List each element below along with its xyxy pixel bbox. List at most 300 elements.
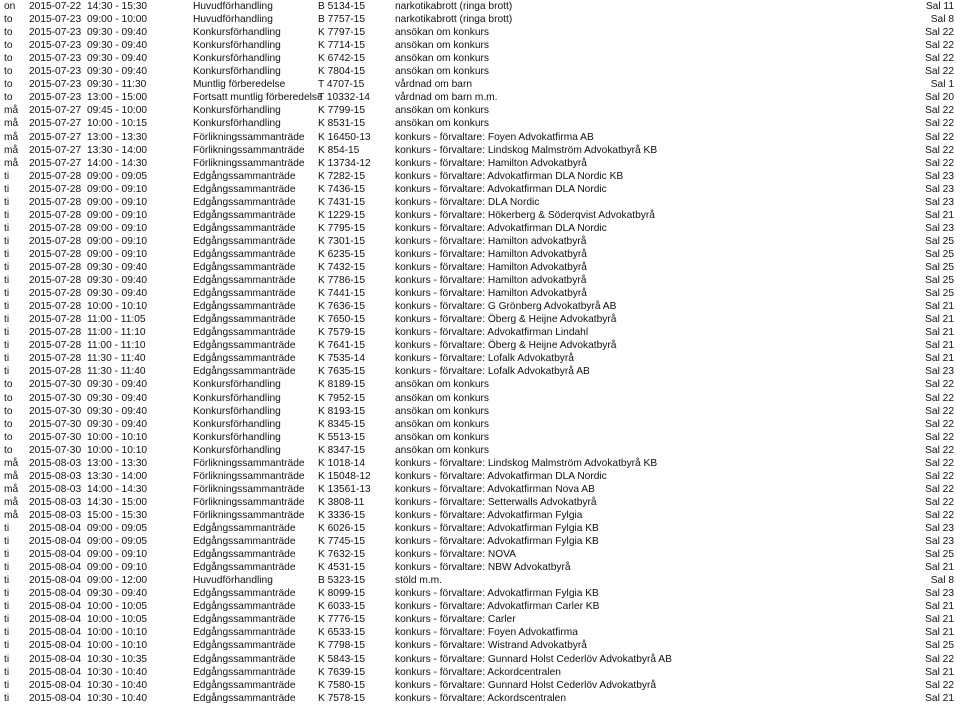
weekday-cell: to: [4, 53, 13, 65]
schedule-row: [0, 91, 960, 104]
case-description-cell: ansökan om konkurs: [395, 405, 490, 417]
date-cell: 2015-07-27: [29, 118, 82, 130]
time-cell: 09:30 - 09:40: [87, 288, 148, 300]
courtroom-cell: Sal 25: [925, 640, 954, 652]
date-cell: 2015-08-04: [29, 562, 82, 574]
hearing-type-cell: Edgångssammanträde: [193, 327, 296, 339]
courtroom-cell: Sal 8: [930, 575, 954, 587]
time-cell: 09:30 - 09:40: [87, 262, 148, 273]
hearing-type-cell: Edgångssammanträde: [193, 653, 296, 665]
schedule-row: [0, 470, 960, 483]
case-number-cell: K 3808-11: [318, 496, 365, 508]
case-description-cell: konkurs - förvaltare: Lindskog Malmström Advokatbyrå KB: [395, 457, 658, 469]
schedule-row: [0, 300, 960, 313]
date-cell: 2015-08-03: [29, 470, 82, 482]
weekday-cell: to: [4, 79, 13, 91]
hearing-type-cell: Edgångssammanträde: [193, 301, 296, 313]
case-number-cell: K 7786-15: [318, 275, 366, 287]
weekday-cell: må: [4, 131, 19, 143]
schedule-row: [0, 352, 960, 365]
time-cell: 09:00 - 10:00: [87, 14, 148, 26]
weekday-cell: ti: [4, 222, 10, 234]
date-cell: 2015-07-30: [29, 418, 82, 430]
hearing-type-cell: Edgångssammanträde: [193, 614, 296, 626]
time-cell: 14:00 - 14:30: [87, 483, 148, 495]
weekday-cell: on: [4, 1, 16, 12]
case-number-cell: K 7535-14: [318, 353, 366, 365]
time-cell: 09:30 - 09:40: [87, 405, 148, 417]
time-cell: 09:30 - 09:40: [87, 53, 148, 65]
hearing-type-cell: Konkursförhandling: [193, 379, 281, 391]
date-cell: 2015-07-23: [29, 53, 82, 65]
case-description-cell: konkurs - förvaltare: Ackordcentralen: [395, 666, 561, 678]
courtroom-cell: Sal 22: [925, 679, 954, 691]
case-number-cell: K 7436-15: [318, 183, 366, 195]
case-number-cell: K 3336-15: [318, 509, 366, 521]
case-description-cell: narkotikabrott (ringa brott): [395, 1, 513, 12]
case-description-cell: konkurs - förvaltare: Setterwalls Advokatbyrå: [395, 496, 597, 508]
case-description-cell: konkurs - förvaltare: Advokatfirman Nova AB: [395, 483, 595, 495]
schedule-row: [0, 196, 960, 209]
courtroom-cell: Sal 21: [925, 301, 954, 313]
schedule-row: [0, 405, 960, 418]
hearing-type-cell: Edgångssammanträde: [193, 562, 296, 574]
schedule-row: [0, 261, 960, 274]
hearing-type-cell: Edgångssammanträde: [193, 640, 296, 652]
hearing-type-cell: Förlikningssammanträde: [193, 509, 305, 521]
weekday-cell: ti: [4, 601, 10, 613]
case-description-cell: konkurs - förvaltare: Advokatfirman Fylgia KB: [395, 588, 599, 600]
case-number-cell: K 7650-15: [318, 314, 366, 326]
weekday-cell: må: [4, 470, 19, 482]
case-description-cell: konkurs - förvaltare: Lofalk Advokatbyrå: [395, 353, 574, 365]
weekday-cell: ti: [4, 288, 10, 300]
case-description-cell: ansökan om konkurs: [395, 66, 490, 78]
case-number-cell: K 7776-15: [318, 614, 366, 626]
hearing-type-cell: Edgångssammanträde: [193, 183, 296, 195]
hearing-type-cell: Edgångssammanträde: [193, 222, 296, 234]
courtroom-cell: Sal 21: [925, 353, 954, 365]
hearing-type-cell: Edgångssammanträde: [193, 523, 296, 534]
weekday-cell: ti: [4, 536, 10, 548]
time-cell: 13:00 - 13:30: [87, 131, 148, 143]
case-description-cell: ansökan om konkurs: [395, 379, 490, 391]
courtroom-cell: Sal 25: [925, 248, 954, 260]
time-cell: 10:00 - 10:10: [87, 640, 148, 652]
case-number-cell: B 5323-15: [318, 575, 366, 587]
date-cell: 2015-08-04: [29, 523, 82, 534]
date-cell: 2015-07-27: [29, 144, 82, 156]
hearing-type-cell: Förlikningssammanträde: [193, 483, 305, 495]
hearing-type-cell: Konkursförhandling: [193, 53, 281, 65]
time-cell: 14:00 - 14:30: [87, 157, 148, 169]
time-cell: 09:00 - 09:10: [87, 562, 148, 574]
hearing-type-cell: Edgångssammanträde: [193, 666, 296, 678]
case-number-cell: K 8099-15: [318, 588, 366, 600]
date-cell: 2015-07-30: [29, 392, 82, 404]
case-number-cell: K 7578-15: [318, 692, 366, 704]
weekday-cell: ti: [4, 301, 10, 313]
weekday-cell: ti: [4, 183, 10, 195]
case-description-cell: konkurs - förvaltare: Advokatfirman Carler KB: [395, 601, 600, 613]
schedule-row: [0, 574, 960, 587]
date-cell: 2015-07-30: [29, 444, 82, 456]
schedule-row: [0, 39, 960, 52]
weekday-cell: ti: [4, 575, 10, 587]
schedule-row: [0, 600, 960, 613]
courtroom-cell: Sal 22: [925, 379, 954, 391]
date-cell: 2015-07-23: [29, 40, 82, 52]
hearing-type-cell: Konkursförhandling: [193, 392, 281, 404]
date-cell: 2015-08-04: [29, 679, 82, 691]
courtroom-cell: Sal 22: [925, 457, 954, 469]
case-number-cell: K 854-15: [318, 144, 360, 156]
case-description-cell: konkurs - förvaltare: Hamilton advokatbyrå: [395, 235, 587, 247]
courtroom-cell: Sal 21: [925, 692, 954, 704]
case-number-cell: K 6533-15: [318, 627, 366, 639]
time-cell: 13:30 - 14:00: [87, 144, 148, 156]
date-cell: 2015-07-23: [29, 14, 82, 26]
hearing-type-cell: Förlikningssammanträde: [193, 496, 305, 508]
hearing-type-cell: Konkursförhandling: [193, 40, 281, 52]
hearing-type-cell: Edgångssammanträde: [193, 340, 296, 352]
case-number-cell: K 7636-15: [318, 301, 366, 313]
time-cell: 14:30 - 15:00: [87, 496, 148, 508]
case-number-cell: K 7639-15: [318, 666, 366, 678]
schedule-row: [0, 13, 960, 26]
time-cell: 09:00 - 09:10: [87, 235, 148, 247]
case-description-cell: ansökan om konkurs: [395, 431, 490, 443]
case-description-cell: konkurs - förvaltare: NOVA: [395, 549, 516, 561]
case-description-cell: narkotikabrott (ringa brott): [395, 14, 513, 26]
schedule-row: [0, 117, 960, 130]
time-cell: 10:00 - 10:10: [87, 627, 148, 639]
case-number-cell: K 16450-13: [318, 131, 371, 143]
case-description-cell: konkurs - förvaltare: Advokatfirman DLA Nordic: [395, 470, 607, 482]
case-number-cell: K 15048-12: [318, 470, 371, 482]
courtroom-cell: Sal 21: [925, 327, 954, 339]
courtroom-cell: Sal 23: [925, 222, 954, 234]
weekday-cell: to: [4, 27, 13, 39]
case-description-cell: konkurs - förvaltare: Advokatfirman Fylgia KB: [395, 523, 599, 534]
courtroom-cell: Sal 21: [925, 340, 954, 352]
date-cell: 2015-07-28: [29, 353, 82, 365]
case-number-cell: K 7282-15: [318, 170, 366, 182]
schedule-row: [0, 26, 960, 39]
date-cell: 2015-07-27: [29, 157, 82, 169]
case-number-cell: K 1229-15: [318, 209, 366, 221]
weekday-cell: må: [4, 118, 19, 130]
weekday-cell: ti: [4, 640, 10, 652]
case-description-cell: konkurs - förvaltare: Advokatfirman Lindahl: [395, 327, 589, 339]
case-number-cell: B 7757-15: [318, 14, 366, 26]
hearing-type-cell: Edgångssammanträde: [193, 627, 296, 639]
courtroom-cell: Sal 23: [925, 196, 954, 208]
time-cell: 09:30 - 09:40: [87, 392, 148, 404]
case-number-cell: K 8345-15: [318, 418, 366, 430]
time-cell: 11:30 - 11:40: [87, 353, 146, 365]
schedule-row: [0, 0, 960, 13]
courtroom-cell: Sal 11: [925, 1, 954, 12]
hearing-type-cell: Edgångssammanträde: [193, 170, 296, 182]
time-cell: 09:00 - 09:05: [87, 523, 148, 534]
hearing-type-cell: Fortsatt muntlig förberedelse: [193, 92, 323, 104]
schedule-row: [0, 378, 960, 391]
hearing-type-cell: Förlikningssammanträde: [193, 131, 305, 143]
courtroom-cell: Sal 22: [925, 483, 954, 495]
case-description-cell: konkurs - förvaltare: DLA Nordic: [395, 196, 540, 208]
hearing-type-cell: Edgångssammanträde: [193, 209, 296, 221]
time-cell: 09:00 - 09:10: [87, 248, 148, 260]
time-cell: 10:30 - 10:40: [87, 692, 148, 704]
schedule-row: [0, 692, 960, 705]
hearing-type-cell: Huvudförhandling: [193, 1, 273, 12]
case-description-cell: ansökan om konkurs: [395, 118, 490, 130]
weekday-cell: ti: [4, 196, 10, 208]
date-cell: 2015-08-04: [29, 601, 82, 613]
courtroom-cell: Sal 22: [925, 105, 954, 117]
case-description-cell: konkurs - förvaltare: Advokatfirman DLA Nordic: [395, 183, 607, 195]
schedule-row: [0, 431, 960, 444]
date-cell: 2015-07-28: [29, 222, 82, 234]
case-description-cell: konkurs - förvaltare: Hamilton Advokatbyrå: [395, 262, 587, 273]
time-cell: 09:00 - 09:10: [87, 196, 148, 208]
weekday-cell: ti: [4, 209, 10, 221]
case-number-cell: K 7301-15: [318, 235, 366, 247]
hearing-type-cell: Konkursförhandling: [193, 418, 281, 430]
time-cell: 09:30 - 09:40: [87, 379, 148, 391]
hearing-type-cell: Huvudförhandling: [193, 575, 273, 587]
hearing-type-cell: Edgångssammanträde: [193, 262, 296, 273]
time-cell: 09:00 - 09:10: [87, 209, 148, 221]
case-number-cell: T 4707-15: [318, 79, 365, 91]
schedule-row: [0, 222, 960, 235]
courtroom-cell: Sal 8: [930, 14, 954, 26]
case-description-cell: ansökan om konkurs: [395, 40, 490, 52]
date-cell: 2015-08-03: [29, 483, 82, 495]
time-cell: 09:00 - 09:10: [87, 549, 148, 561]
schedule-row: [0, 548, 960, 561]
hearing-type-cell: Muntlig förberedelse: [193, 79, 286, 91]
case-description-cell: konkurs - förvaltare: Hamilton Advokatbyrå: [395, 157, 587, 169]
schedule-row: [0, 78, 960, 91]
weekday-cell: ti: [4, 692, 10, 704]
schedule-row: [0, 457, 960, 470]
schedule-row: [0, 365, 960, 378]
courtroom-cell: Sal 21: [925, 666, 954, 678]
hearing-type-cell: Konkursförhandling: [193, 66, 281, 78]
case-description-cell: stöld m.m.: [395, 575, 442, 587]
weekday-cell: må: [4, 157, 19, 169]
courtroom-cell: Sal 21: [925, 601, 954, 613]
date-cell: 2015-08-04: [29, 653, 82, 665]
courtroom-cell: Sal 23: [925, 536, 954, 548]
time-cell: 09:30 - 09:40: [87, 418, 148, 430]
time-cell: 09:30 - 09:40: [87, 66, 148, 78]
case-description-cell: konkurs - förvaltare: Lindskog Malmström Advokatbyrå KB: [395, 144, 658, 156]
courtroom-cell: Sal 23: [925, 366, 954, 378]
schedule-row: [0, 587, 960, 600]
schedule-row: [0, 339, 960, 352]
case-number-cell: K 8193-15: [318, 405, 366, 417]
time-cell: 10:00 - 10:10: [87, 301, 148, 313]
date-cell: 2015-07-28: [29, 327, 82, 339]
schedule-row: [0, 509, 960, 522]
hearing-type-cell: Edgångssammanträde: [193, 275, 296, 287]
schedule-row: [0, 235, 960, 248]
date-cell: 2015-08-04: [29, 614, 82, 626]
case-number-cell: K 7799-15: [318, 105, 366, 117]
case-number-cell: K 13561-13: [318, 483, 371, 495]
time-cell: 09:30 - 11:30: [87, 79, 147, 91]
case-number-cell: B 5134-15: [318, 1, 366, 12]
schedule-row: [0, 522, 960, 535]
hearing-type-cell: Huvudförhandling: [193, 14, 273, 26]
weekday-cell: ti: [4, 653, 10, 665]
weekday-cell: ti: [4, 523, 10, 534]
hearing-type-cell: Konkursförhandling: [193, 431, 281, 443]
weekday-cell: må: [4, 496, 19, 508]
case-description-cell: konkurs - förvaltare: Gunnard Holst Cederlöv Advokatbyrå: [395, 679, 657, 691]
time-cell: 09:00 - 12:00: [87, 575, 148, 587]
case-description-cell: konkurs - förvaltare: NBW Advokatbyrå: [395, 562, 571, 574]
courtroom-cell: Sal 23: [925, 183, 954, 195]
courtroom-cell: Sal 23: [925, 588, 954, 600]
case-description-cell: vårdnad om barn m.m.: [395, 92, 498, 104]
time-cell: 09:00 - 09:10: [87, 222, 148, 234]
courtroom-cell: Sal 21: [925, 314, 954, 326]
courtroom-cell: Sal 25: [925, 288, 954, 300]
hearing-type-cell: Konkursförhandling: [193, 444, 281, 456]
schedule-row: [0, 157, 960, 170]
courtroom-cell: Sal 20: [925, 92, 954, 104]
date-cell: 2015-07-23: [29, 66, 82, 78]
courtroom-cell: Sal 22: [925, 131, 954, 143]
hearing-type-cell: Förlikningssammanträde: [193, 457, 305, 469]
schedule-row: [0, 52, 960, 65]
date-cell: 2015-08-04: [29, 588, 82, 600]
weekday-cell: to: [4, 379, 13, 391]
date-cell: 2015-07-28: [29, 209, 82, 221]
courtroom-cell: Sal 22: [925, 144, 954, 156]
weekday-cell: ti: [4, 627, 10, 639]
case-number-cell: K 7795-15: [318, 222, 366, 234]
case-description-cell: konkurs - förvaltare: Carler: [395, 614, 516, 626]
courtroom-cell: Sal 1: [930, 79, 954, 91]
courtroom-cell: Sal 22: [925, 496, 954, 508]
case-description-cell: ansökan om konkurs: [395, 392, 490, 404]
weekday-cell: to: [4, 66, 13, 78]
time-cell: 10:30 - 10:40: [87, 679, 148, 691]
case-description-cell: konkurs - förvaltare: Lofalk Advokatbyrå AB: [395, 366, 590, 378]
schedule-row: [0, 131, 960, 144]
weekday-cell: ti: [4, 170, 10, 182]
weekday-cell: ti: [4, 235, 10, 247]
time-cell: 11:00 - 11:10: [87, 340, 146, 352]
case-number-cell: K 5513-15: [318, 431, 366, 443]
hearing-type-cell: Edgångssammanträde: [193, 601, 296, 613]
hearing-type-cell: Edgångssammanträde: [193, 196, 296, 208]
schedule-row: [0, 679, 960, 692]
case-description-cell: ansökan om konkurs: [395, 444, 490, 456]
case-description-cell: ansökan om konkurs: [395, 105, 490, 117]
date-cell: 2015-07-30: [29, 379, 82, 391]
case-description-cell: ansökan om konkurs: [395, 27, 490, 39]
courtroom-cell: Sal 22: [925, 118, 954, 130]
date-cell: 2015-07-27: [29, 105, 82, 117]
schedule-row: [0, 535, 960, 548]
hearing-type-cell: Edgångssammanträde: [193, 353, 296, 365]
schedule-row: [0, 274, 960, 287]
schedule-row: [0, 613, 960, 626]
case-number-cell: K 6742-15: [318, 53, 366, 65]
time-cell: 09:30 - 09:40: [87, 588, 148, 600]
case-description-cell: vårdnad om barn: [395, 79, 473, 91]
time-cell: 09:30 - 09:40: [87, 275, 148, 287]
hearing-type-cell: Konkursförhandling: [193, 27, 281, 39]
hearing-type-cell: Förlikningssammanträde: [193, 470, 305, 482]
date-cell: 2015-07-30: [29, 431, 82, 443]
date-cell: 2015-07-28: [29, 183, 82, 195]
hearing-type-cell: Edgångssammanträde: [193, 248, 296, 260]
time-cell: 10:00 - 10:10: [87, 444, 148, 456]
courtroom-cell: Sal 25: [925, 549, 954, 561]
time-cell: 10:30 - 10:35: [87, 653, 148, 665]
date-cell: 2015-08-04: [29, 640, 82, 652]
case-description-cell: konkurs - förvaltare: Öberg & Heijne Advokatbyrå: [395, 314, 617, 326]
date-cell: 2015-07-23: [29, 92, 82, 104]
schedule-row: [0, 65, 960, 78]
weekday-cell: må: [4, 144, 19, 156]
courtroom-cell: Sal 22: [925, 53, 954, 65]
case-number-cell: K 7798-15: [318, 640, 366, 652]
courtroom-cell: Sal 22: [925, 405, 954, 417]
weekday-cell: ti: [4, 562, 10, 574]
weekday-cell: ti: [4, 248, 10, 260]
courtroom-cell: Sal 22: [925, 40, 954, 52]
case-number-cell: K 4531-15: [318, 562, 366, 574]
case-description-cell: konkurs - förvaltare: Foyen Advokatfirma: [395, 627, 578, 639]
case-description-cell: konkurs - förvaltare: Hamilton Advokatbyrå: [395, 248, 587, 260]
date-cell: 2015-07-28: [29, 314, 82, 326]
time-cell: 09:30 - 09:40: [87, 27, 148, 39]
courtroom-cell: Sal 22: [925, 66, 954, 78]
schedule-row: [0, 170, 960, 183]
schedule-row: [0, 483, 960, 496]
courtroom-cell: Sal 22: [925, 509, 954, 521]
date-cell: 2015-08-04: [29, 549, 82, 561]
schedule-row: [0, 561, 960, 574]
courtroom-cell: Sal 25: [925, 275, 954, 287]
time-cell: 09:00 - 09:10: [87, 183, 148, 195]
case-number-cell: K 7797-15: [318, 27, 366, 39]
date-cell: 2015-07-28: [29, 248, 82, 260]
courtroom-cell: Sal 21: [925, 209, 954, 221]
date-cell: 2015-08-04: [29, 692, 82, 704]
date-cell: 2015-08-03: [29, 496, 82, 508]
weekday-cell: ti: [4, 588, 10, 600]
schedule-row: [0, 313, 960, 326]
schedule-row: [0, 639, 960, 652]
case-number-cell: K 7641-15: [318, 340, 366, 352]
case-description-cell: konkurs - förvaltare: Hökerberg & Söderqvist Advokatbyrå: [395, 209, 655, 221]
case-number-cell: K 7432-15: [318, 262, 366, 273]
date-cell: 2015-08-03: [29, 509, 82, 521]
date-cell: 2015-07-28: [29, 301, 82, 313]
hearing-type-cell: Edgångssammanträde: [193, 288, 296, 300]
date-cell: 2015-08-04: [29, 627, 82, 639]
schedule-row: [0, 653, 960, 666]
